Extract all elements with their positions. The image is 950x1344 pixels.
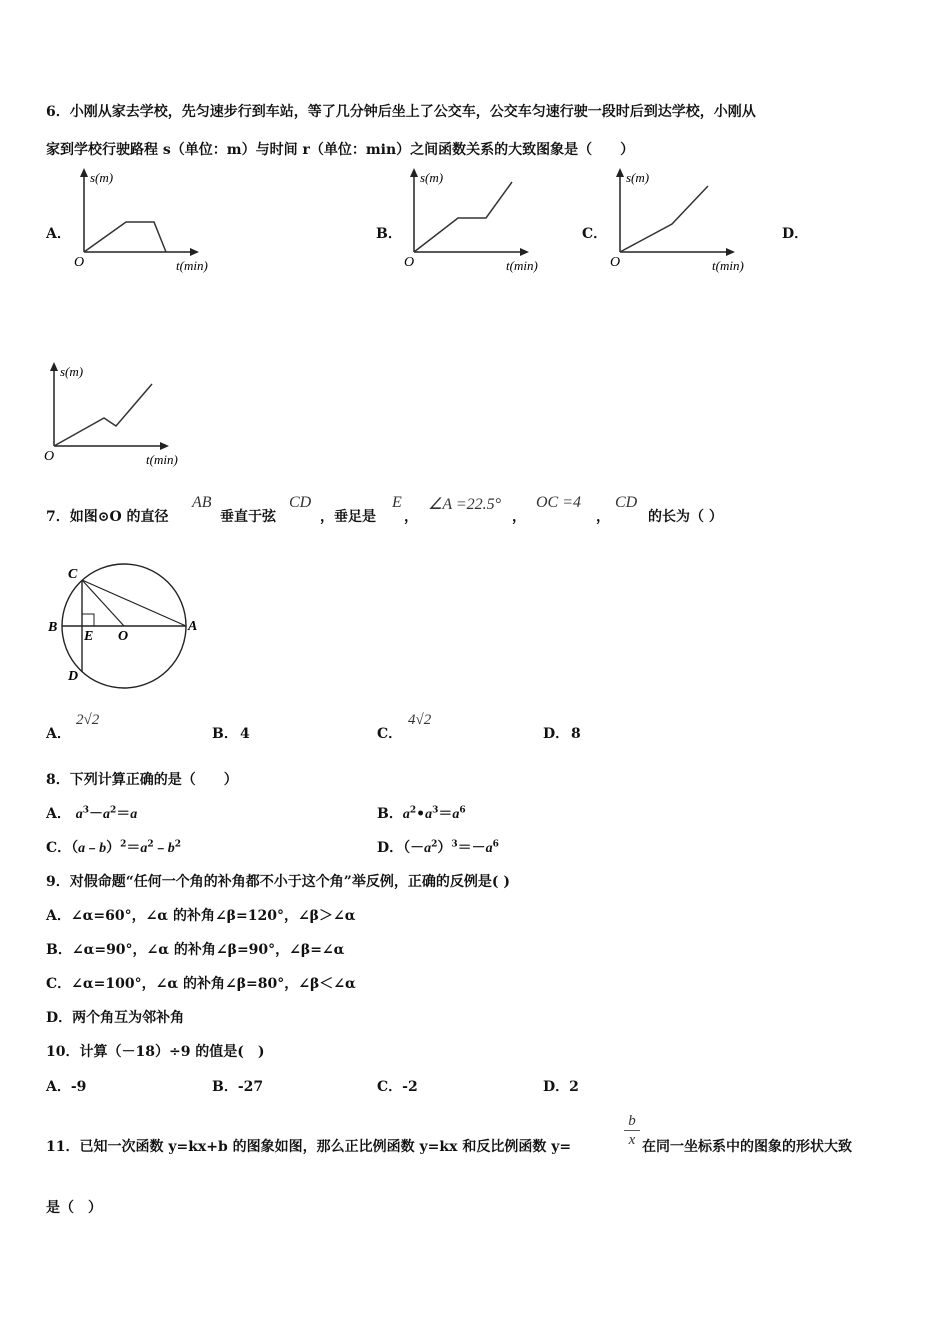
q6-d-y-label: s(m) [60,364,84,379]
q7-angle: ∠A =22.5° [428,496,502,513]
q6-c-y-label: s(m) [626,170,650,185]
q7-cd: CD [289,494,312,511]
q8-stem: 8．下列计算正确的是（ ） [46,772,238,788]
q6-stem-line2: 家到学校行驶路程 s（单位：m）与时间 r（单位：min）之间函数关系的大致图象是（ ） [46,142,635,158]
q9-option-a: A．∠α=60°，∠α 的补角∠β=120°，∠β＞∠α [46,908,356,924]
q10-option-a: A．-9 [46,1079,87,1095]
q7-option-c-label: C． [377,726,403,742]
q7-label-o: O [118,629,129,644]
q7-option-b-value: 4 [240,726,250,742]
q8-option-a-label: A． [46,806,71,822]
q11-fraction [624,1112,640,1149]
q7-e: E [392,494,402,511]
q7-comma3: ， [596,509,610,525]
q6-d-x-label: t(min) [146,452,178,467]
q7-stem-mid1: 垂直于弦 [220,509,276,525]
q6-a-origin: O [74,255,85,270]
q8-option-c-label: C． [46,840,72,856]
q7-label-a: A [188,619,198,634]
q10-option-d: D．2 [543,1079,579,1095]
q10-option-c: C．-2 [377,1079,418,1095]
q6-option-d-label: D． [782,226,809,242]
q7-option-c-value: 4√2 [408,712,432,728]
q6-option-c-label: C． [582,226,608,242]
q6-a-y-label: s(m) [90,170,114,185]
q7-label-b: B [48,620,58,635]
q9-option-c: C．∠α=100°，∠α 的补角∠β=80°，∠β＜∠α [46,976,356,992]
q11-stem-suffix: 在同一坐标系中的图象的形状大致 [642,1139,852,1155]
q8-option-c: C．$(a﹣b)^2=a^2﹣b^2$ [46,839,181,856]
q6-graph-d [40,360,200,472]
q8-option-b: B．$a^2•a^3=a^6$ [377,805,466,822]
q7-stem-mid2: ，垂足是 [320,509,376,525]
q7-ab: AB [192,494,212,511]
q8-option-b-label: B． [377,806,403,822]
q6-b-x-label: t(min) [506,258,538,273]
q7-label-d: D [68,669,79,684]
q11-stem-prefix: 11．已知一次函数 y=kx+b 的图象如图，那么正比例函数 y=kx 和反比例函数 y= [46,1139,572,1155]
q7-stem-suffix: 的长为（ ） [648,509,723,525]
q10-option-b: B．-27 [212,1079,264,1095]
q6-c-x-label: t(min) [712,258,744,273]
q6-option-a-label: A． [46,226,71,242]
q8-option-d: D．$(-a^2)^3=-a^6$ [377,839,499,856]
q7-option-d-value: 8 [571,726,581,742]
q9-stem: 9．对假命题“任何一个角的补角都不小于这个角”举反例，正确的反例是( ) [46,874,510,890]
q7-comma2: ， [512,509,526,525]
q7-label-c: C [68,567,78,582]
q6-b-origin: O [404,255,415,270]
q6-b-y-label: s(m) [420,170,444,185]
q11-fraction-denominator: x [624,1130,640,1149]
q9-option-d: D．两个角互为邻补角 [46,1010,185,1026]
q11-fraction-numerator: b [628,1113,636,1129]
q10-stem: 10．计算（－18）÷9 的值是( ) [46,1044,265,1060]
q7-oc: OC =4 [536,494,582,511]
q7-stem-prefix: 7．如图⊙O 的直径 [46,509,169,525]
q7-label-e: E [84,629,94,644]
q8-option-a: A． $a^3-a^2=a$ [46,805,138,822]
q7-option-b-label: B． [212,726,238,742]
q7-cd2: CD [615,494,638,511]
q6-a-x-label: t(min) [176,258,208,273]
q6-d-origin: O [44,449,55,464]
q7-comma1: ， [404,509,418,525]
q7-circle-figure [40,560,220,690]
q8-option-d-label: D． [377,840,404,856]
q6-graph-a [70,166,230,278]
q7-option-a-value: 2√2 [76,712,100,728]
q9-option-b: B．∠α=90°，∠α 的补角∠β=90°，∠β=∠α [46,942,345,958]
q6-option-b-label: B． [376,226,402,242]
q11-stem-line2: 是（ ） [46,1200,102,1216]
q7-option-d-label: D． [543,726,570,742]
q7-option-a-label: A． [46,726,71,742]
q6-graph-b [400,166,560,278]
q6-stem-line1: 6．小刚从家去学校，先匀速步行到车站，等了几分钟后坐上了公交车，公交车匀速行驶一段时后到达学校，小刚从 [46,104,756,120]
q6-graph-c [606,166,766,278]
q6-c-origin: O [610,255,621,270]
